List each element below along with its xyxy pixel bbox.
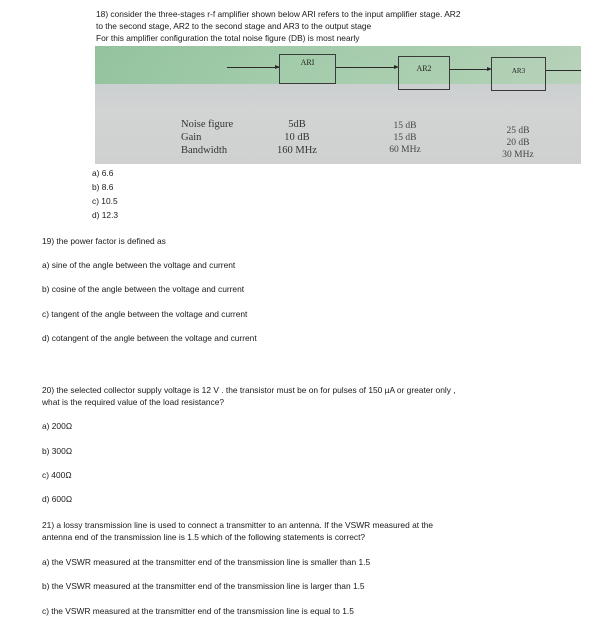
- q18-stem-line1: 18) consider the three-stages r-f amplifier shown below ARI refers to the input amplifier stage. AR2: [96, 9, 461, 19]
- q20-stem-line2: what is the required value of the load resistance?: [42, 397, 225, 407]
- q21-stem-line1: 21) a lossy transmission line is used to connect a transmitter to an antenna. If the VSWR measured at the: [42, 520, 434, 530]
- q20-option-c: c) 400Ω: [42, 470, 72, 480]
- q19-option-b: b) cosine of the angle between the voltage and current: [42, 284, 245, 294]
- ar3-bandwidth: 30 MHz: [502, 150, 534, 160]
- q20-stem-line1: 20) the selected collector supply voltage is 12 V . the transistor must be on for pulses of 150 µA or greater only ,: [42, 385, 456, 395]
- q19-option-c: c) tangent of the angle between the voltage and current: [42, 309, 248, 319]
- q20-option-b: b) 300Ω: [42, 446, 73, 456]
- q18-option-a: a) 6.6: [92, 168, 114, 178]
- q21-option-a: a) the VSWR measured at the transmitter end of the transmission line is smaller than 1.5: [42, 557, 371, 567]
- q19-option-d: d) cotangent of the angle between the voltage and current: [42, 333, 257, 343]
- ar1-bandwidth: 160 MHz: [277, 145, 317, 156]
- ar3-noise-figure: 25 dB: [506, 126, 530, 136]
- q19-option-a: a) sine of the angle between the voltage and current: [42, 260, 236, 270]
- stage-box-ar3: [491, 57, 546, 91]
- ar3-gain: 20 dB: [506, 138, 530, 148]
- ar2-bandwidth: 60 MHz: [389, 145, 421, 155]
- q18-option-d: d) 12.3: [92, 210, 119, 220]
- q18-option-c: c) 10.5: [92, 196, 118, 206]
- stage-label-ar1: ARI: [300, 58, 315, 67]
- ar2-noise-figure: 15 dB: [393, 121, 417, 131]
- q20-option-d: d) 600Ω: [42, 494, 73, 504]
- q21-option-b: b) the VSWR measured at the transmitter end of the transmission line is larger than 1.5: [42, 581, 365, 591]
- row-label-noise-figure: Noise figure: [181, 119, 234, 130]
- stage-label-ar2: AR2: [416, 64, 432, 73]
- q19-stem: 19) the power factor is defined as: [42, 236, 166, 246]
- row-label-bandwidth: Bandwidth: [181, 145, 228, 156]
- q21-stem-line2: antenna end of the transmission line is 1.5 which of the following statements is correct?: [42, 532, 366, 542]
- amplifier-diagram-photo: [95, 46, 581, 164]
- q21-option-c: c) the VSWR measured at the transmitter end of the transmission line is equal to 1.5: [42, 606, 354, 616]
- ar1-noise-figure: 5dB: [288, 119, 306, 130]
- row-label-gain: Gain: [181, 132, 202, 143]
- input-wire: [227, 67, 279, 68]
- q18-stem-line2: to the second stage, AR2 to the second stage and AR3 to the output stage: [96, 21, 372, 31]
- output-wire: [546, 70, 581, 71]
- stage-box-ar2: [398, 56, 450, 90]
- ar1-gain: 10 dB: [284, 132, 310, 143]
- wire-ar1-ar2: [336, 67, 396, 68]
- q18-option-b: b) 8.6: [92, 182, 114, 192]
- stage-label-ar3: AR3: [511, 67, 526, 75]
- wire-ar2-ar3: [450, 69, 488, 70]
- ar2-gain: 15 dB: [393, 133, 417, 143]
- stage-box-ar1: [279, 54, 336, 84]
- q18-stem-line3: For this amplifier configuration the total noise figure (DB) is most nearly: [96, 33, 360, 43]
- q20-option-a: a) 200Ω: [42, 421, 73, 431]
